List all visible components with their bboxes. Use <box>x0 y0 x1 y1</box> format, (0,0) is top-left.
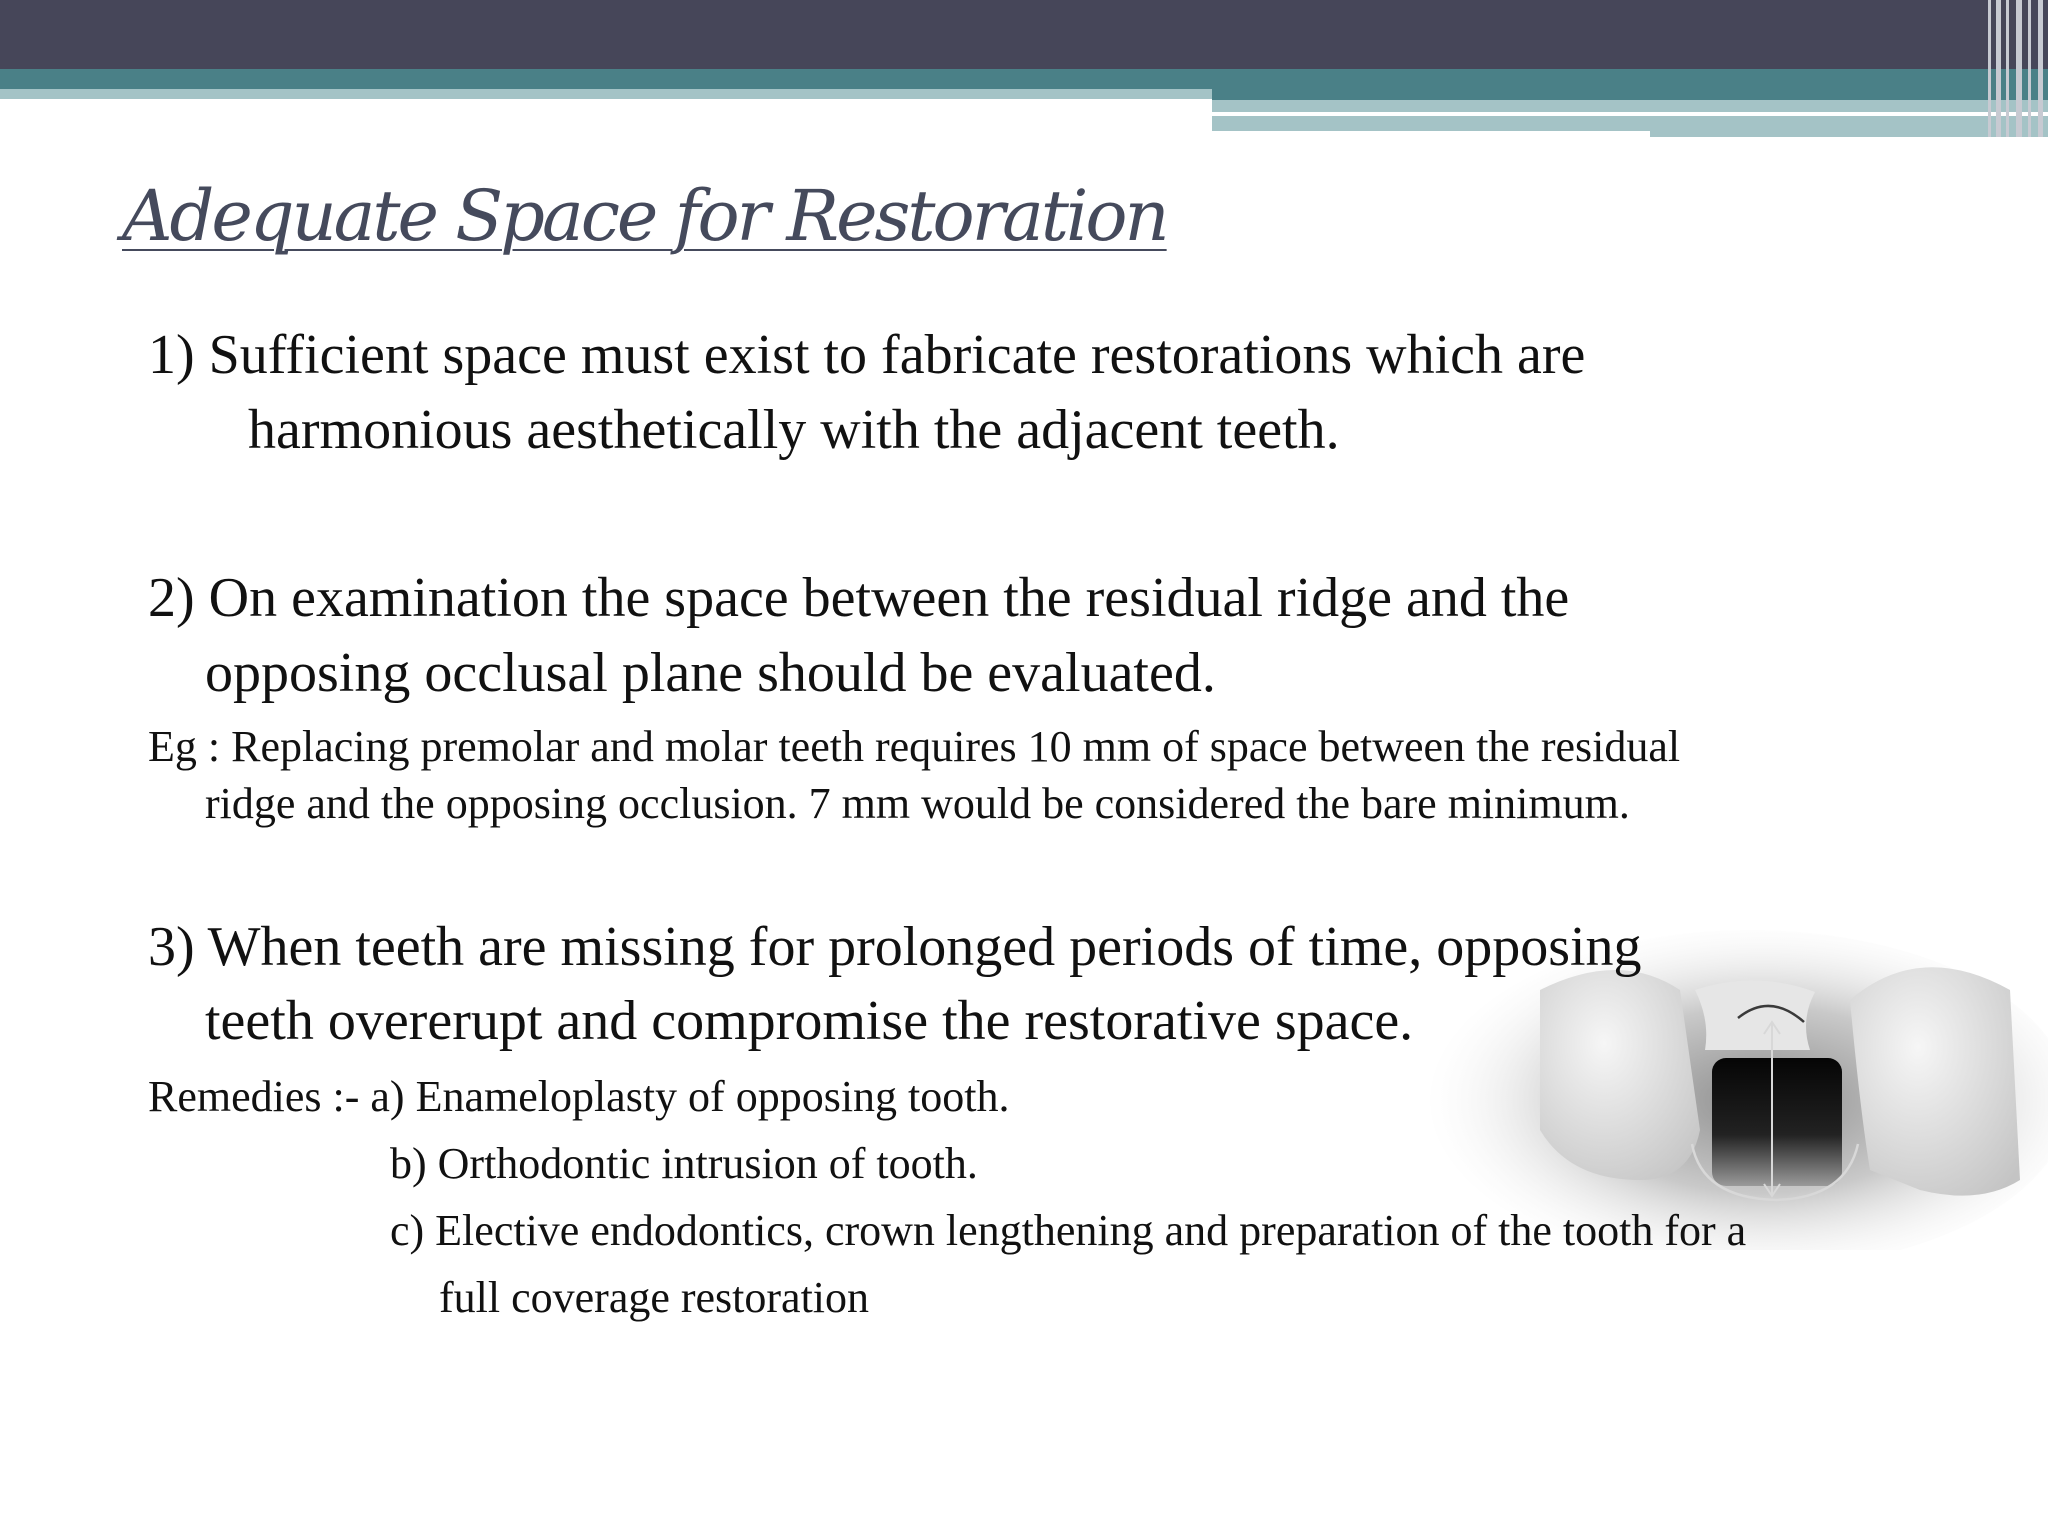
point-3-line-1: 3) When teeth are missing for prolonged periods of time, opposing <box>148 916 1642 978</box>
header-light-band-right <box>1212 100 2048 112</box>
point-3-line-2: teeth overerupt and compromise the restorative space. <box>205 990 1414 1052</box>
header-light-band-lower <box>1212 116 2048 131</box>
header-dark-band <box>0 0 2048 69</box>
remedy-c-line-1: c) Elective endodontics, crown lengthening and preparation of the tooth for a <box>390 1206 1747 1255</box>
point-1-line-1: 1) Sufficient space must exist to fabricate restorations which are <box>148 324 1586 386</box>
example-line-1: Eg : Replacing premolar and molar teeth requires 10 mm of space between the residual <box>148 722 1681 771</box>
example-line-2: ridge and the opposing occlusion. 7 mm would be considered the bare minimum. <box>205 779 1630 828</box>
point-2-line-1: 2) On examination the space between the residual ridge and the <box>148 567 1570 629</box>
point-2-line-2: opposing occlusal plane should be evaluated. <box>205 642 1216 704</box>
left-tooth-icon <box>1540 970 1700 1180</box>
slide-title: Adequate Space for Restoration <box>122 175 1167 257</box>
restorative-space-icon <box>1712 1058 1842 1186</box>
header-teal-band <box>0 69 2048 89</box>
remedy-a: Remedies :- a) Enameloplasty of opposing tooth. <box>148 1072 1010 1121</box>
header-teal-band-right <box>1212 89 2048 100</box>
right-tooth-icon <box>1850 967 2020 1195</box>
remedy-c-line-2: full coverage restoration <box>439 1273 870 1322</box>
header-corner-stripes <box>1986 0 2048 137</box>
header-light-band <box>0 89 1212 99</box>
remedy-b: b) Orthodontic intrusion of tooth. <box>390 1139 978 1188</box>
point-1-line-2: harmonious aesthetically with the adjacent teeth. <box>248 399 1340 461</box>
